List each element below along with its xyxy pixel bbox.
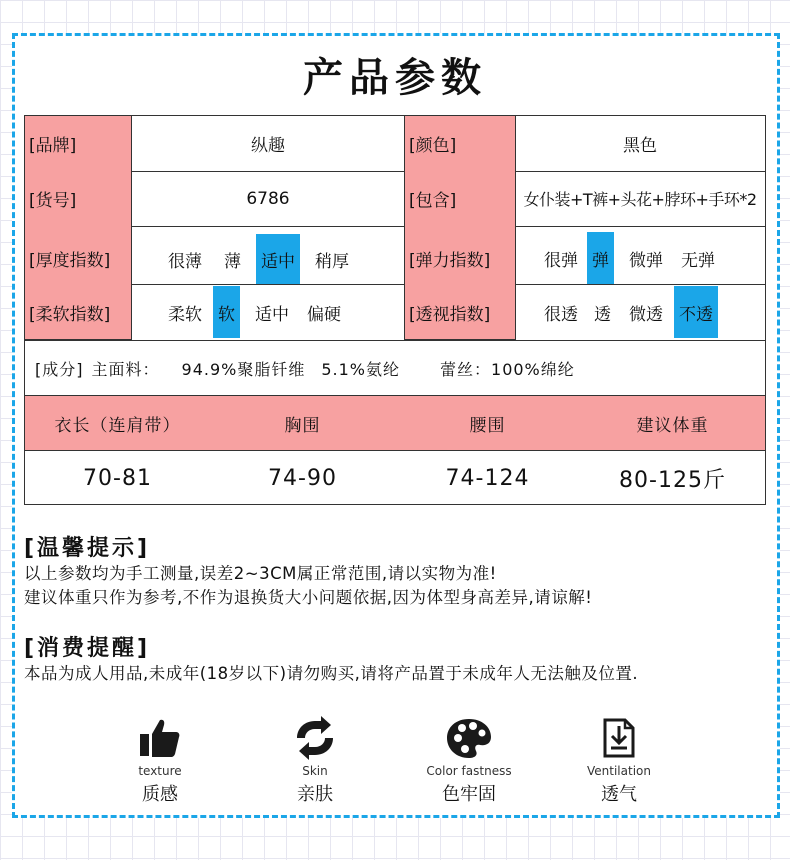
composition-fiber1: 94.9%聚脂钎维	[181, 360, 306, 379]
size-header-waist: 腰围	[469, 415, 506, 436]
feature-en: texture	[138, 764, 182, 778]
elasticity-option: 无弹	[681, 250, 715, 271]
composition-row	[25, 342, 765, 395]
download-document-icon	[599, 716, 639, 760]
transparency-option: 很透	[544, 304, 578, 325]
tips-line-1: 以上参数均为手工测量,误差2~3CM属正常范围,请以实物为准!	[24, 564, 497, 583]
item-value: 6786	[246, 188, 290, 209]
size-header-length: 衣长（连肩带）	[54, 415, 181, 436]
contents-label: [包含]	[409, 191, 457, 211]
feature-texture	[95, 716, 225, 806]
transparency-option: 微透	[629, 304, 663, 325]
size-value-weight: 80-125斤	[619, 467, 726, 493]
feature-cn: 质感	[142, 784, 178, 805]
thickness-option: 薄	[224, 251, 241, 272]
thickness-option: 稍厚	[315, 251, 349, 272]
color-value: 黑色	[623, 136, 657, 156]
size-table-header	[25, 395, 765, 451]
softness-option: 偏硬	[307, 304, 341, 325]
tips-heading: [温馨提示]	[24, 536, 151, 561]
softness-option-selected: 软	[213, 286, 240, 338]
elasticity-option-selected: 弹	[587, 232, 614, 284]
transparency-options	[539, 286, 718, 338]
feature-en: Skin	[302, 764, 328, 778]
feature-color-fastness	[404, 716, 534, 806]
thumbs-up-icon	[138, 716, 182, 760]
contents-value: 女仆装+T裤+头花+脖环+手环*2	[523, 190, 757, 209]
size-value-length: 70-81	[83, 465, 152, 491]
composition-main: 主面料：	[91, 360, 160, 379]
feature-cn: 色牢固	[442, 784, 496, 805]
spec-table	[24, 115, 766, 505]
color-label: [颜色]	[409, 136, 457, 156]
brand-value: 纵趣	[251, 136, 285, 156]
transparency-option-selected: 不透	[674, 286, 718, 338]
feature-cn: 透气	[601, 784, 637, 805]
size-value-waist: 74-124	[445, 465, 530, 491]
thickness-option-selected: 适中	[256, 234, 300, 284]
reminder-heading: [消费提醒]	[24, 636, 151, 661]
size-header-chest: 胸围	[284, 415, 321, 436]
elasticity-option: 微弹	[629, 250, 663, 271]
feature-en: Color fastness	[426, 764, 512, 778]
tips-line-2: 建议体重只作为参考,不作为退换货大小问题依据,因为体型身高差异,请谅解!	[24, 588, 593, 607]
elasticity-option: 很弹	[544, 250, 578, 271]
size-value-chest: 74-90	[268, 465, 337, 491]
feature-skin	[250, 716, 380, 806]
thickness-options	[163, 234, 354, 284]
page-title: 产品参数	[303, 55, 487, 101]
composition-label: [成分]	[35, 360, 84, 379]
composition-fiber2: 5.1%氨纶	[321, 360, 401, 379]
feature-en: Ventilation	[587, 764, 651, 778]
softness-option: 柔软	[168, 304, 202, 325]
softness-label: [柔软指数]	[29, 304, 111, 325]
elasticity-label: [弹力指数]	[409, 250, 491, 271]
recycle-arrows-icon	[291, 716, 339, 760]
elasticity-options	[539, 232, 720, 284]
reminder-text: 本品为成人用品,未成年(18岁以下)请勿购买,请将产品置于未成年人无法触及位置.	[24, 664, 639, 683]
transparency-option: 透	[594, 304, 611, 325]
softness-option: 适中	[255, 304, 289, 325]
softness-options	[163, 286, 346, 338]
feature-ventilation	[554, 716, 684, 806]
thickness-label: [厚度指数]	[29, 250, 111, 271]
brand-label: [品牌]	[29, 136, 77, 156]
palette-icon	[445, 716, 493, 760]
size-table-row	[25, 451, 765, 505]
composition-lace: 蕾丝：100%绵纶	[440, 360, 575, 379]
item-label: [货号]	[29, 191, 77, 211]
transparency-label: [透视指数]	[409, 304, 491, 325]
size-header-weight: 建议体重	[636, 415, 709, 436]
thickness-option: 很薄	[168, 251, 202, 272]
feature-cn: 亲肤	[297, 784, 333, 805]
